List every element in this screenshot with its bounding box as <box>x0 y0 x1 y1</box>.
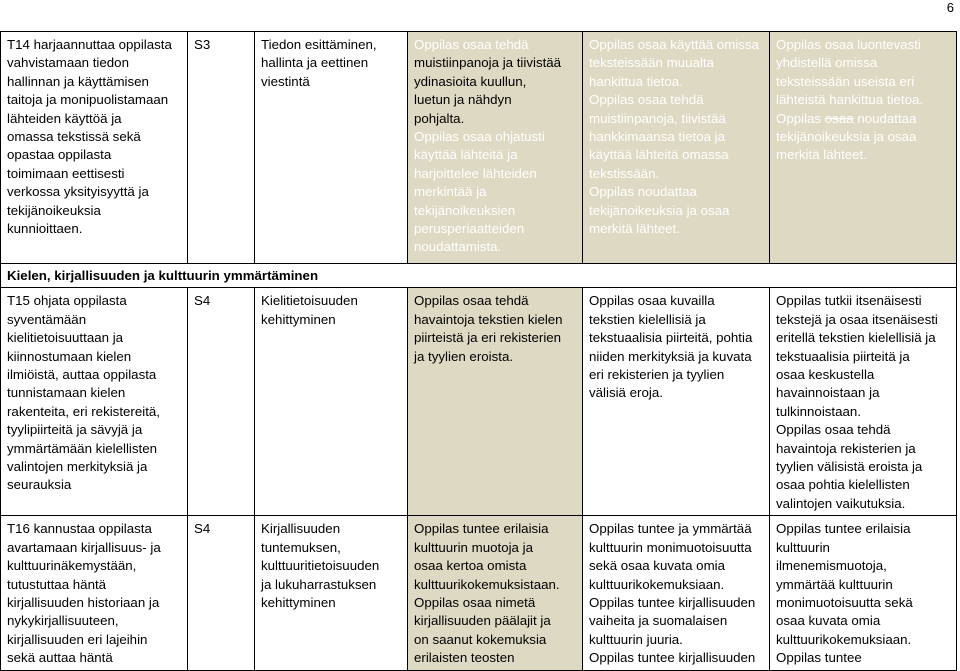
assessment-target-cell-line: Tiedon esittäminen, <box>261 37 377 52</box>
grade5-criteria-cell-line: Oppilas osaa tehdä <box>414 293 529 309</box>
grade5-criteria-cell-line: tekijänoikeuksien <box>414 202 516 218</box>
grade5-criteria-cell-line: havaintoja tekstien kielen <box>414 311 563 327</box>
objective-cell <box>1 32 188 264</box>
section-title: Kielen, kirjallisuuden ja kulttuurin ymmärtäminen <box>1 264 957 288</box>
objective-cell-line: T14 harjaannuttaa oppilasta <box>7 37 172 52</box>
page-number: 6 <box>946 0 954 15</box>
assessment-target-cell <box>255 32 408 264</box>
grade9-criteria-cell-line: Oppilas osaa tehdä <box>776 422 891 438</box>
grade9-criteria-cell-line: kulttuurikokemuksiaan. <box>776 631 912 647</box>
grade5-criteria-cell-line: osaa kertoa omista <box>414 558 527 574</box>
grade5-criteria-cell-line: piirteistä ja eri rekisterien <box>414 330 562 346</box>
objective-cell-line: avartamaan kirjallisuus- ja <box>7 539 161 555</box>
content-area-cell-line: S3 <box>194 37 211 52</box>
grade5-criteria-cell-line: perusperiaatteiden <box>414 221 525 237</box>
table-row <box>1 288 957 516</box>
grade9-criteria-cell-line: osaa keskustella <box>776 367 875 383</box>
objective-cell-line: taitoja ja monipuolistamaan <box>7 92 169 108</box>
objective-cell-line: kirjallisuuden eri lajeihin <box>7 631 148 647</box>
grade9-criteria-cell-line: teksteissään useista eri <box>776 73 915 89</box>
grade5-criteria-cell <box>408 32 583 264</box>
grade7-criteria-cell <box>583 288 770 516</box>
grade7-criteria-cell-line: Oppilas osaa kuvailla <box>589 293 715 309</box>
grade9-criteria-cell-line: Oppilas tuntee erilaisia <box>776 521 911 537</box>
objective-cell-line: vahvistamaan tiedon <box>7 55 129 71</box>
grade9-criteria-cell-line: havainnoistaan ja <box>776 385 880 401</box>
grade5-criteria-cell-line: merkintää ja <box>414 184 487 200</box>
grade7-criteria-cell-line: Oppilas noudattaa <box>589 184 697 200</box>
grade5-criteria-cell <box>408 288 583 516</box>
objective-cell-line: opastaa oppilasta <box>7 147 112 163</box>
grade5-criteria-cell-line: erilaisten teosten <box>414 650 515 666</box>
objective-cell-line: omassa tekstissä sekä <box>7 129 141 145</box>
grade9-criteria-cell-line: kulttuurin <box>776 539 830 555</box>
grade7-criteria-cell-line: tekstien kielellisiä ja <box>589 311 706 327</box>
grade9-criteria-cell-line: yhdistellä omissa <box>776 55 878 71</box>
grade7-criteria-cell-line: Oppilas osaa tehdä <box>589 92 704 108</box>
grade7-criteria-cell-line: tekstissään. <box>589 165 660 181</box>
table-row <box>1 516 957 670</box>
assessment-criteria-table <box>0 31 957 671</box>
grade7-criteria-cell-line: hankittua tietoa. <box>589 73 683 89</box>
grade9-criteria-cell-line: ilmenemismuotoja, <box>776 558 887 574</box>
objective-cell-line: hallinnan ja käyttämisen <box>7 73 149 89</box>
grade9-criteria-cell-line: Oppilas osaa luontevasti <box>776 37 921 52</box>
grade9-criteria-cell-line: havaintoja rekisterien ja <box>776 440 916 456</box>
grade5-criteria-cell-line: muistiinpanoja ja tiivistää <box>414 55 562 71</box>
content-area-cell-line: S4 <box>194 521 211 537</box>
objective-cell-line: tutustuttaa häntä <box>7 576 107 592</box>
content-area-cell <box>188 288 255 516</box>
grade7-criteria-cell-line: Oppilas tuntee kirjallisuuden <box>589 650 756 666</box>
grade9-criteria-cell-line: ymmärtää kulttuurin <box>776 576 893 592</box>
objective-cell-line: tunnistamaan kielen <box>7 385 126 401</box>
objective-cell <box>1 288 188 516</box>
objective-cell-line: toimimaan eettisesti <box>7 165 125 181</box>
table-row <box>1 32 957 264</box>
objective-cell-line: ilmiöistä, auttaa oppilasta <box>7 367 157 383</box>
grade5-criteria-cell-line: noudattamista. <box>414 239 502 255</box>
grade9-criteria-cell-line: osaa pohtia kielellisten <box>776 477 910 493</box>
objective-cell <box>1 516 188 670</box>
grade5-criteria-cell-line: Oppilas osaa nimetä <box>414 594 536 610</box>
grade7-criteria-cell-line: tekstuaalisia piirteitä, pohtia <box>589 330 753 346</box>
grade5-criteria-cell-line: luetun ja nähdyn <box>414 92 512 108</box>
grade7-criteria-cell-line: Oppilas tuntee kirjallisuuden <box>589 594 756 610</box>
grade7-criteria-cell-line: Oppilas osaa käyttää omissa <box>589 37 759 52</box>
objective-cell-line: kunnioittaen. <box>7 221 83 237</box>
objective-cell-line: lähteiden käyttöä ja <box>7 110 122 126</box>
grade9-criteria-cell-line: Oppilas tutkii itsenäisesti <box>776 293 922 309</box>
grade9-criteria-cell-line: tyylien välisistä eroista ja <box>776 459 923 475</box>
grade5-criteria-cell-line: kulttuurikokemuksistaan. <box>414 576 560 592</box>
grade5-criteria-cell-line: käyttää lähteitä ja <box>414 147 518 163</box>
grade7-criteria-cell-line: eri rekisterien ja tyylien <box>589 367 725 383</box>
grade7-criteria-cell-line: vaiheita ja suomalaisen <box>589 613 728 629</box>
grade7-criteria-cell-line: kulttuurikokemuksiaan. <box>589 576 725 592</box>
objective-cell-line: kielitietoisuuttaan ja <box>7 330 124 346</box>
grade9-criteria-cell-line: eritellä tekstien kielellisiä ja <box>776 330 936 346</box>
grade5-criteria-cell-line: ja tyylien eroista. <box>414 348 514 364</box>
assessment-target-cell <box>255 288 408 516</box>
grade7-criteria-cell-line: muistiinpanoja, tiivistää <box>589 110 726 126</box>
objective-cell-line: tekijänoikeuksia <box>7 202 101 218</box>
section-title-row <box>1 264 957 288</box>
grade9-criteria-cell-line: tekstejä ja osaa itsenäisesti <box>776 311 938 327</box>
grade9-criteria-cell <box>770 516 957 670</box>
grade9-criteria-cell-line: valintojen vaikutuksia. <box>776 495 906 511</box>
grade5-criteria-cell <box>408 516 583 670</box>
grade5-criteria-cell-line: harjoittelee lähteiden <box>414 165 537 181</box>
grade5-criteria-cell-line: pohjalta. <box>414 110 465 126</box>
grade9-criteria-cell-line: tulkinnoistaan. <box>776 403 862 419</box>
grade7-criteria-cell-line: teksteissään muualta <box>589 55 714 71</box>
grade7-criteria-cell-line: välisiä eroja. <box>589 385 663 401</box>
grade7-criteria-cell-line: käyttää lähteitä omassa <box>589 147 729 163</box>
grade7-criteria-cell <box>583 516 770 670</box>
objective-cell-line: tyylipiirteitä ja sävyjä ja <box>7 422 143 438</box>
grade7-criteria-cell-line: tekijänoikeuksia ja osaa <box>589 202 730 218</box>
objective-cell-line: sekä auttaa häntä <box>7 650 113 666</box>
objective-cell-line: kulttuurinäkemystään, <box>7 558 137 574</box>
objective-cell-line: verkossa yksityisyyttä ja <box>7 184 149 200</box>
grade7-criteria-cell-line: kulttuurin juuria. <box>589 631 683 647</box>
grade5-criteria-cell-line: Oppilas osaa tehdä <box>414 37 529 52</box>
objective-cell-line: T15 ohjata oppilasta <box>7 293 127 309</box>
objective-cell-line: seurauksia <box>7 477 72 493</box>
assessment-target-cell-line: hallinta ja eettinen <box>261 55 369 71</box>
grade5-criteria-cell-line: kirjallisuuden päälajit ja <box>414 613 551 629</box>
grade5-criteria-cell-line: ydinasioita kuullun, <box>414 73 527 89</box>
grade5-criteria-cell-line: on saanut kokemuksia <box>414 631 547 647</box>
grade9-criteria-cell-line: osaa kuvata omia <box>776 613 881 629</box>
assessment-target-cell-line: ja lukuharrastuksen <box>261 576 377 592</box>
objective-cell-line: syventämään <box>7 311 87 327</box>
assessment-target-cell-line: viestintä <box>261 73 310 89</box>
assessment-target-cell-line: Kirjallisuuden <box>261 521 341 537</box>
objective-cell-line: valintojen merkityksiä ja <box>7 459 148 475</box>
grade7-criteria-cell-line: hankkimaansa tietoa ja <box>589 129 726 145</box>
grade5-criteria-cell-line: kulttuurin muotoja ja <box>414 539 533 555</box>
objective-cell-line: rakenteita, eri rekistereitä, <box>7 403 160 419</box>
grade7-criteria-cell <box>583 32 770 264</box>
assessment-target-cell-line: kulttuuritietoisuuden <box>261 558 380 574</box>
objective-cell-line: nykykirjallisuuteen, <box>7 613 119 629</box>
content-area-cell-line: S4 <box>194 293 211 309</box>
objective-cell-line: kirjallisuuden historiaan ja <box>7 594 160 610</box>
grade9-criteria-cell <box>770 32 957 264</box>
content-area-cell <box>188 32 255 264</box>
assessment-target-cell-line: kehittyminen <box>261 311 336 327</box>
grade7-criteria-cell-line: niiden merkityksiä ja kuvata <box>589 348 752 364</box>
objective-cell-line: T16 kannustaa oppilasta <box>7 521 152 537</box>
grade7-criteria-cell-line: merkitä lähteet. <box>589 221 680 237</box>
grade9-criteria-cell-line: merkitä lähteet. <box>776 147 867 163</box>
objective-cell-line: kiinnostumaan kielen <box>7 348 132 364</box>
assessment-target-cell-line: Kielitietoisuuden <box>261 293 358 309</box>
grade7-criteria-cell-line: Oppilas tuntee ja ymmärtää <box>589 521 752 537</box>
assessment-target-cell-line: kehittyminen <box>261 594 336 610</box>
grade9-criteria-cell-line: tekijänoikeuksia ja osaa <box>776 129 917 145</box>
grade9-criteria-cell-line: Oppilas tuntee <box>776 650 862 666</box>
grade9-criteria-cell-line: monimuotoisuutta sekä <box>776 594 913 610</box>
assessment-target-cell <box>255 516 408 670</box>
content-area-cell <box>188 516 255 670</box>
grade9-criteria-cell-line: tekstuaalisia piirteitä ja <box>776 348 910 364</box>
assessment-target-cell-line: tuntemuksen, <box>261 539 341 555</box>
grade5-criteria-cell-line: Oppilas tuntee erilaisia <box>414 521 549 537</box>
grade9-criteria-cell <box>770 288 957 516</box>
objective-cell-line: ymmärtämään kielellisten <box>7 440 158 456</box>
grade9-criteria-cell-line: lähteistä hankittua tietoa. <box>776 92 924 108</box>
grade5-criteria-cell-line: Oppilas osaa ohjatusti <box>414 129 545 145</box>
grade7-criteria-cell-line: sekä osaa kuvata omia <box>589 558 726 574</box>
grade9-criteria-cell-line: Oppilas osaa noudattaa <box>776 110 917 126</box>
grade7-criteria-cell-line: kulttuurin monimuotoisuutta <box>589 539 752 555</box>
